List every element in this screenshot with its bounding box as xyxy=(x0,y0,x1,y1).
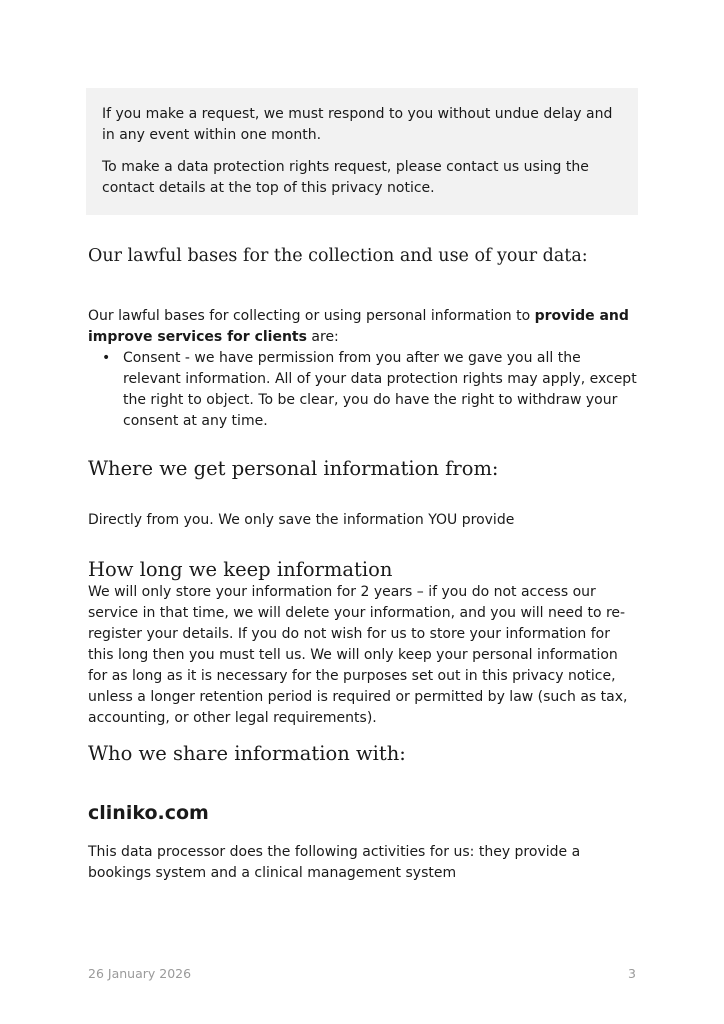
list-item xyxy=(88,348,638,432)
sharing-heading: Who we share information with: xyxy=(88,742,406,765)
callout-contact-text: To make a data protection rights request, please contact us using the contact details at the top of this privacy notice. xyxy=(102,159,589,196)
retention-heading: How long we keep information xyxy=(88,558,393,581)
page-number: 3 xyxy=(628,966,636,981)
lawful-bases-list xyxy=(88,348,638,432)
processor-description: This data processor does the following activities for us: they provide a bookings system and a clinical management system xyxy=(88,844,581,881)
lawful-bases-section xyxy=(88,306,638,432)
lawful-bases-intro-suffix: are: xyxy=(306,329,339,345)
lawful-bases-intro xyxy=(88,306,638,348)
lawful-bases-intro-bold: provide and improve services for clients xyxy=(88,308,629,345)
bullet-icon: • xyxy=(102,350,111,366)
processor-name-heading: cliniko.com xyxy=(88,802,209,824)
lawful-bases-intro-prefix: Our lawful bases for collecting or using personal information to xyxy=(88,308,535,324)
callout-response-time-text: If you make a request, we must respond to you without undue delay and in any event within one month. xyxy=(102,106,613,143)
sources-body: Directly from you. We only save the information YOU provide xyxy=(88,512,515,528)
retention-body: We will only store your information for 2 years – if you do not access our service in that time, we will delete your information, and you will need to re-register your details. If you do not wish for us to store your information for this long then you must tell us. We will only keep your personal information for as long as it is necessary for the purposes set out in this privacy notice, unless a longer retention period is required or permitted by law (such as tax, accounting, or other legal requirements). xyxy=(88,584,628,726)
sources-heading: Where we get personal information from: xyxy=(88,457,499,480)
rights-request-callout xyxy=(86,88,638,215)
footer-date: 26 January 2026 xyxy=(88,966,192,981)
lawful-bases-heading: Our lawful bases for the collection and use of your data: xyxy=(88,246,588,266)
list-item-text: Consent - we have permission from you after we gave you all the relevant information. All of your data protection rights may apply, except the right to object. To be clear, you do have the right to withdraw your consent at any time. xyxy=(123,350,637,429)
